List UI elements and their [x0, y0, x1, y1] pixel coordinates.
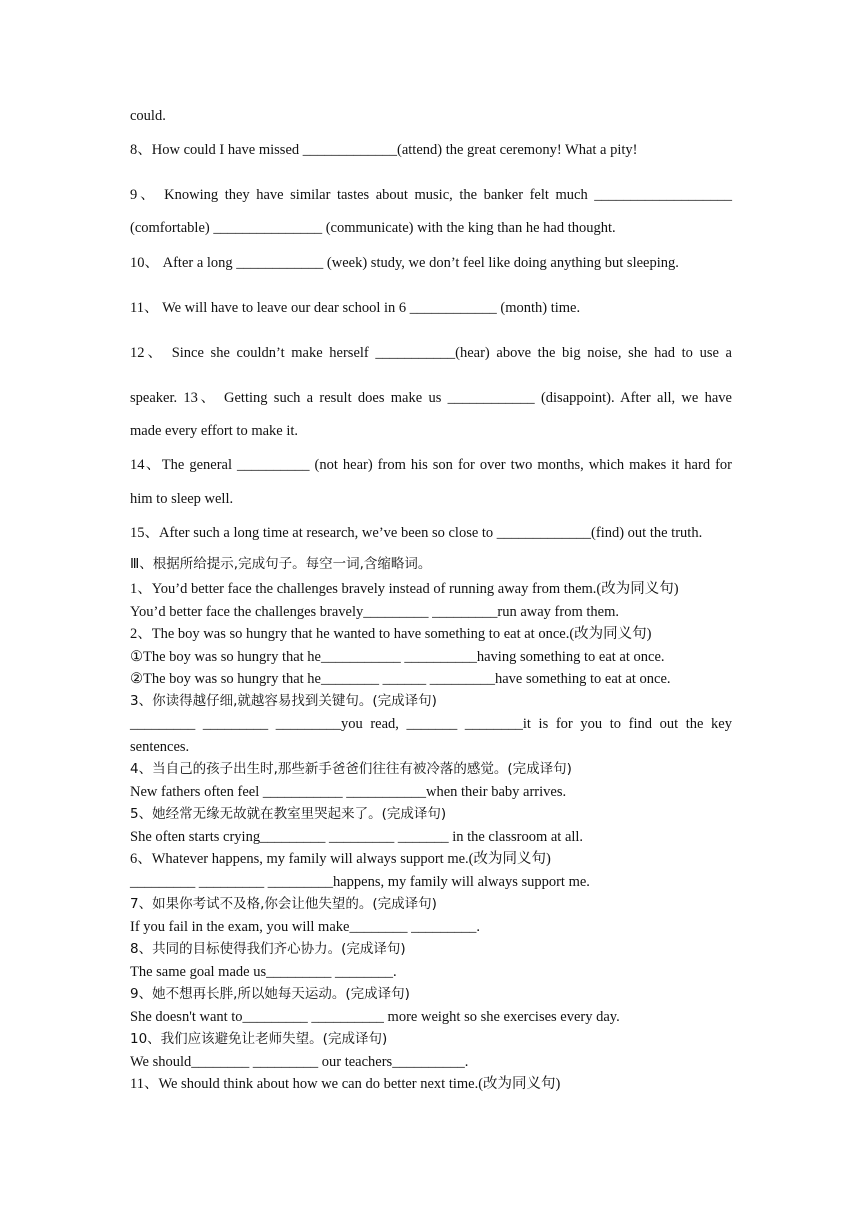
sentence-5-answer: She often starts crying_________ _________ _______ in the classroom at all. [130, 829, 584, 845]
sentence-1-prompt: 1、You’d better face the challenges bravely instead of running away from them.(改为同义句) [130, 581, 679, 597]
sentence-2-prompt: 2、The boy was so hungry that he wanted to have something to eat at once.(改为同义句) [130, 626, 652, 642]
sentence-9-prompt: 9、她不想再长胖,所以她每天运动。(完成译句) [130, 986, 410, 1002]
exercise-14: 14、The general __________ (not hear) from his son for over two months, which makes it hard for [130, 457, 732, 473]
text-line: could. [130, 108, 166, 124]
sentence-7-answer: If you fail in the exam, you will make________ _________. [130, 919, 480, 935]
text-line: made every effort to make it. [130, 423, 299, 439]
sentence-6-answer: _________ _________ _________happens, my family will always support me. [130, 874, 590, 890]
exercise-11: 11、 We will have to leave our dear school in 6 ____________ (month) time. [130, 300, 581, 316]
sentence-4-prompt: 4、当自己的孩子出生时,那些新手爸爸们往往有被冷落的感觉。(完成译句) [130, 761, 572, 777]
sentence-2-answer-a: ①The boy was so hungry that he___________ __________having something to eat at once. [130, 649, 665, 665]
sentence-8-prompt: 8、共同的目标使得我们齐心协力。(完成译句) [130, 941, 406, 957]
sentence-11-prompt: 11、We should think about how we can do better next time.(改为同义句) [130, 1076, 561, 1092]
sentence-10-prompt: 10、我们应该避免让老师失望。(完成译句) [130, 1031, 388, 1047]
sentence-3-answer: _________ _________ _________you read, _______ ________it is for you to find out the key [130, 716, 732, 732]
sentence-6-prompt: 6、Whatever happens, my family will always support me.(改为同义句) [130, 851, 551, 867]
sentence-3-prompt: 3、你读得越仔细,就越容易找到关键句。(完成译句) [130, 693, 437, 709]
exercise-9: 9、 Knowing they have similar tastes about music, the banker felt much ___________________ [130, 187, 732, 203]
text-line: (comfortable) _______________ (communicate) with the king than he had thought. [130, 220, 616, 236]
exercise-13: speaker. 13、 Getting such a result does make us ____________ (disappoint). After all, we have [130, 390, 732, 406]
sentence-2-answer-b: ②The boy was so hungry that he________ ______ _________have something to eat at once. [130, 671, 671, 687]
sentence-5-prompt: 5、她经常无缘无故就在教室里哭起来了。(完成译句) [130, 806, 447, 822]
exercise-15: 15、After such a long time at research, we’ve been so close to _____________(find) out the truth. [130, 525, 703, 541]
sentence-7-prompt: 7、如果你考试不及格,你会让他失望的。(完成译句) [130, 896, 437, 912]
exercise-10: 10、 After a long ____________ (week) study, we don’t feel like doing anything but sleeping. [130, 255, 679, 271]
section-3-heading: Ⅲ、根据所给提示,完成句子。每空一词,含缩略词。 [130, 556, 432, 572]
exercise-8: 8、How could I have missed _____________(attend) the great ceremony! What a pity! [130, 142, 638, 158]
sentence-4-answer: New fathers often feel ___________ ___________when their baby arrives. [130, 784, 567, 800]
exercise-12: 12、 Since she couldn’t make herself ___________(hear) above the big noise, she had to use a [130, 345, 732, 361]
sentence-8-answer: The same goal made us_________ ________. [130, 964, 397, 980]
sentence-1-answer: You’d better face the challenges bravely_________ _________run away from them. [130, 604, 619, 620]
sentence-10-answer: We should________ _________ our teachers__________. [130, 1054, 469, 1070]
text-line: him to sleep well. [130, 491, 234, 507]
text-line: sentences. [130, 739, 190, 755]
sentence-9-answer: She doesn't want to_________ __________ more weight so she exercises every day. [130, 1009, 620, 1025]
